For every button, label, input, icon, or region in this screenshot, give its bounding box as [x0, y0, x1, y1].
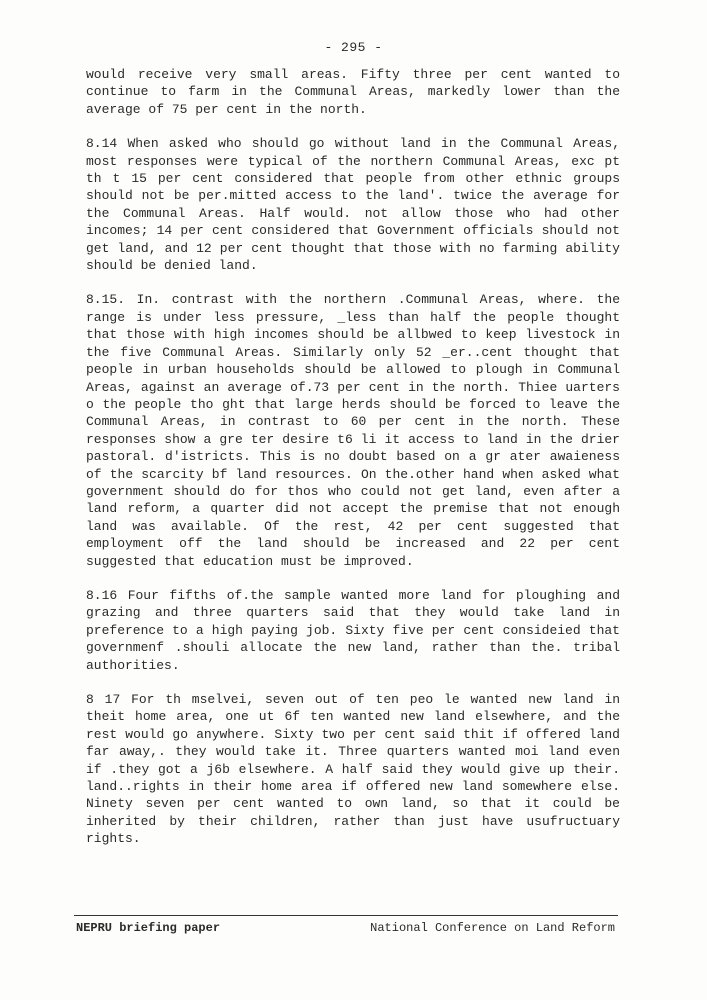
footer-divider: [74, 915, 618, 916]
footer-conference: National Conference on Land Reform: [370, 921, 615, 935]
footer-publication: NEPRU briefing paper: [76, 921, 221, 935]
paragraph-8-16: 8.16 Four fifths of.the sample wanted more land for ploughing and grazing and three quarters said that they would take land in preference to a high paying job. Sixty five per cent consideied that governmenf .shouli allocate the new land, rather than the. tribal authorities.: [86, 587, 620, 673]
paragraph-continuation: would receive very small areas. Fifty three per cent wanted to continue to farm in the Communal Areas, markedly lower than the average of 75 per cent in the north.: [86, 67, 620, 117]
paragraph-8-17: 8 17 For th mselvei, seven out of ten peo le wanted new land in theit home area, one ut 6f ten wanted new land elsewhere, and the rest would go anywhere. Sixty two per cent said thit if offered land far away,. they would take it. Three quarters wanted moi land even if .they got a j6b elsewhere. A half said they would give up their. land..rights in their home area if offered new land somewhere else. Ninety seven per cent wanted to own land, so that it could be inherited by their children, rather than just have usufructuary rights.: [86, 692, 620, 847]
page-number: - 295 -: [324, 40, 383, 55]
body-text: [86, 66, 620, 865]
paragraph-8-14: 8.14 When asked who should go without land in the Communal Areas, most responses were typical of the northern Communal Areas, exc pt th t 15 per cent considered that people from other ethnic groups should not be per.mitted access to the land'. twice the average for the Communal Areas. Half would. not allow those who had other incomes; 14 per cent considered that Government officials should not get land, and 12 per cent thought that those with no farming ability should be denied land.: [86, 136, 620, 274]
paragraph-8-15: 8.15. In. contrast with the northern .Communal Areas, where. the range is under less pressure, _less than half the people thought that those with high incomes should be allbwed to keep livestock in the five Communal Areas. Similarly only 52 _er..cent thought that people in urban households should be allowed to plough in Communal Areas, against an average of.73 per cent in the north. Thiee uarters o the people tho ght that large herds should be forced to leave the Communal Areas, in contrast to 60 per cent in the north. These responses show a gre ter desire t6 li it access to land in the drier pastoral. d'istricts. This is no doubt based on a gr ater awaieness of the scarcity bf land resources. On the.other hand when asked what government should do for thos who could not get land, even after a land reform, a quarter did not accept the premise that not enough land was available. Of the rest, 42 per cent suggested that employment off the land should be increased and 22 per cent suggested that education must be improved.: [86, 292, 620, 569]
